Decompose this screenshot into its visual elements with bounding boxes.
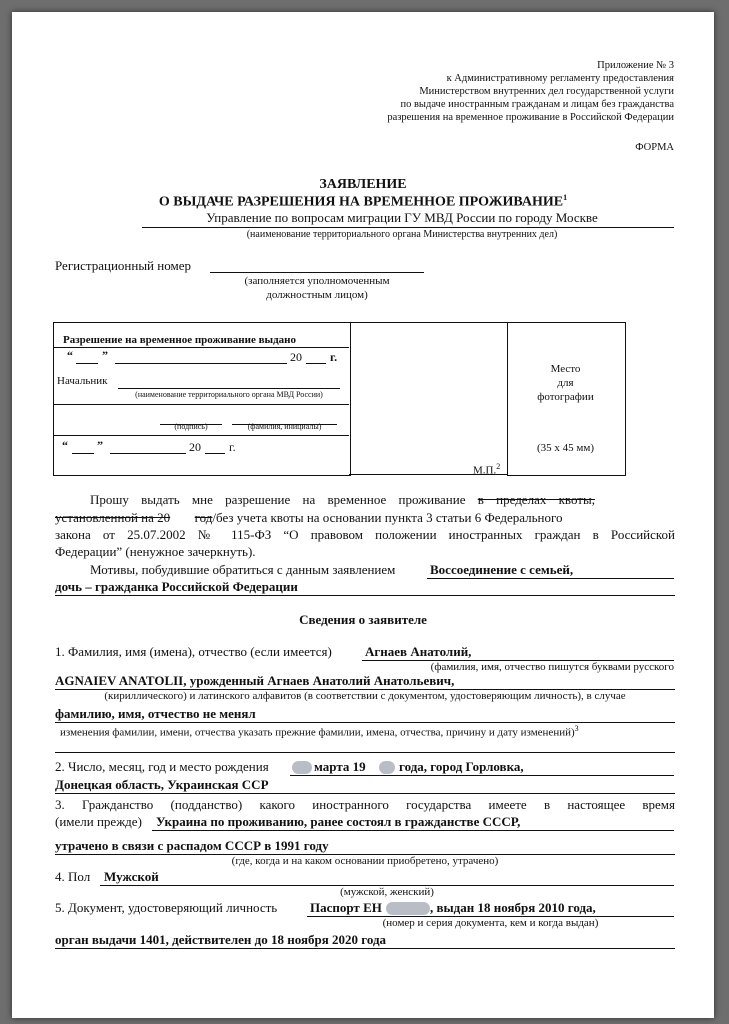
stamp-place [473,462,500,477]
field1-caption-2: (кириллического) и латинского алфавитов (в соответствии с документом, удостоверяющим личность), в случае [104,690,626,702]
header-line: к Административному регламенту предоставления [446,73,674,84]
quote-close-2: ” [97,438,103,452]
redacted-passport-number [386,902,430,915]
redacted-day [292,761,312,774]
redacted-year [379,761,395,774]
request-line-1 [90,492,674,508]
request-text: /без учета квоты на основании пункта 3 статьи 6 Федерального [212,510,563,525]
field5-caption: (номер и серия документа, кем и когда выдан) [382,917,599,929]
quote-close: ” [102,348,108,362]
stamp-label: М.П. [473,464,497,477]
field2-value-2[interactable]: года, город Горловка, [399,759,524,774]
forma-label: ФОРМА [635,142,674,153]
request-struck-text: год [194,510,213,525]
year-prefix-2: 20 [189,440,201,454]
field2-value-1[interactable]: марта 19 [314,759,366,774]
field1-value-2[interactable]: AGNAIEV ANATOLII, урожденный Агнаев Анатолий Анатольевич, [55,673,455,688]
photo-label [507,362,624,404]
title-main [12,193,714,211]
chief-label: Начальник [57,375,108,387]
field3-label-2: (имели прежде) [55,814,142,829]
request-line-2 [55,510,675,526]
registration-input-line[interactable] [210,272,424,273]
photo-label-line: фотографии [537,391,594,403]
field1-label: 1. Фамилия, имя (имена), отчество (если имеется) [55,644,332,659]
field3-value-1[interactable]: Украина по проживанию, ранее состоял в гражданстве СССР, [156,814,521,829]
photo-label-line: Место [550,363,581,375]
request-struck-text: в пределах квоты, [477,492,595,507]
field1-caption-1: (фамилия, имя, отчество пишутся буквами русского [430,661,674,673]
field1-value-3[interactable]: фамилию, имя, отчество не менял [55,706,256,721]
field5-value-3[interactable]: орган выдачи 1401, действителен до 18 ноября 2020 года [55,932,387,947]
field4-label: 4. Пол [55,869,91,884]
title-zayavlenie: ЗАЯВЛЕНИЕ [319,177,407,192]
title-text: О ВЫДАЧЕ РАЗРЕШЕНИЯ НА ВРЕМЕННОЕ ПРОЖИВАНИЕ [158,194,564,210]
field3-caption: (где, когда и на каком основании приобретено, утрачено) [231,855,499,867]
request-line-3: закона от 25.07.2002 № 115-ФЗ “О правовом положении иностранных граждан в Российской [55,527,675,542]
year-prefix: 20 [290,350,302,364]
year-field-2[interactable] [205,453,225,454]
request-text: Прошу выдать мне разрешение на временное проживание [90,492,466,507]
title-footnote: 1 [563,193,568,202]
registration-caption-line: (заполняется уполномоченным [244,275,390,287]
chief-organ-caption: (наименование территориального органа МВД России) [135,390,323,399]
request-line-4: Федерации” (ненужное зачеркнуть). [55,544,256,559]
field2-value-3[interactable]: Донецкая область, Украинская ССР [55,777,269,792]
year-suffix: г. [330,350,338,364]
header-line: Министерством внутренних дел государственной услуги [419,86,674,97]
registration-caption [210,274,424,302]
name-caption: (фамилия, инициалы) [247,422,322,431]
field1-caption-3-footnote: 3 [574,724,579,733]
request-struck-text: установленной на 20 [55,510,171,525]
day-field-2[interactable] [72,453,94,454]
field4-caption: (мужской, женский) [340,886,434,898]
field3-value-2[interactable]: утрачено в связи с распадом СССР в 1991 году [55,838,329,853]
field1-value[interactable]: Агнаев Анатолий, [365,644,472,659]
chief-organ-field[interactable] [118,388,340,389]
signature-caption: (подпись) [174,422,208,431]
year-suffix-2: г. [229,440,236,454]
year-field[interactable] [306,363,326,364]
month-field-2[interactable] [110,453,186,454]
field4-value[interactable]: Мужской [104,869,159,884]
photo-label-line: для [557,377,574,389]
document-page [12,12,714,1018]
header-block [254,59,674,124]
stamp-footnote: 2 [496,462,501,471]
field3-label-1: 3. Гражданство (подданство) какого иностранного государства имеете в настоящее время [55,797,675,812]
field5-value-2[interactable]: , выдан 18 ноября 2010 года, [430,900,596,915]
field2-label: 2. Число, месяц, год и место рождения [55,759,269,774]
section-title: Сведения о заявителе [299,612,427,627]
organ-caption: (наименование территориального органа Министерства внутренних дел) [246,229,558,240]
organ-value: Управление по вопросам миграции ГУ МВД России по городу Москве [206,210,598,225]
month-field[interactable] [115,363,287,364]
quote-open: “ [67,348,73,362]
field1-caption-3-text: изменения фамилии, имени, отчества указать прежние фамилии, имена, отчества, причину и дату изменений) [60,726,575,739]
photo-size: (35 х 45 мм) [537,442,594,454]
header-line: по выдаче иностранным гражданам и лицам без гражданства [400,99,674,110]
field1-caption-3 [60,724,579,739]
field5-value-1[interactable]: Паспорт ЕН [310,900,382,915]
header-line: Приложение № 3 [597,60,674,71]
day-field[interactable] [76,363,98,364]
field5-label: 5. Документ, удостоверяющий личность [55,900,278,915]
motives-value-2[interactable]: дочь – гражданка Российской Федерации [55,579,298,594]
permit-box-title: Разрешение на временное проживание выдано [63,334,297,346]
header-line: разрешения на временное проживание в Российской Федерации [387,112,674,123]
registration-caption-line: должностным лицом) [266,289,368,301]
registration-label: Регистрационный номер [55,258,191,273]
motives-value-1[interactable]: Воссоединение с семьей, [430,562,574,577]
quote-open-2: “ [62,438,68,452]
motives-label: Мотивы, побудившие обратиться с данным заявлением [90,562,396,577]
